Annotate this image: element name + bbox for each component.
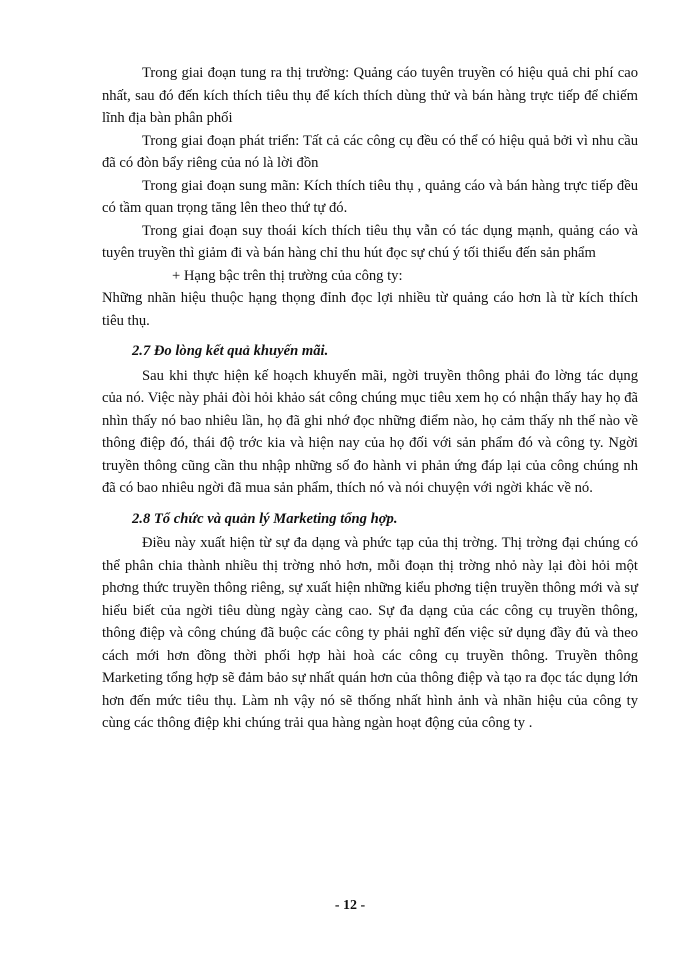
ranking-label: + Hạng bậc trên thị trường của công ty: bbox=[172, 267, 403, 284]
document-page bbox=[102, 62, 638, 735]
section-body-2-8: Điều này xuất hiện từ sự đa dạng và phức tạp của thị trờng. Thị trờng đại chúng có thể phân chia thành nhiều thị trờng nhỏ hơn, mỗi đoạn thị trờng nhỏ này lại đòi hỏi một phơng thức truyền thông riêng, sự xuất hiện những kiểu phơng tiện truyền thông mới và sự hiểu biết của ngời tiêu dùng ngày càng cao. Sự đa dạng của các công cụ truyền thông, thông điệp và công chúng đã buộc các công ty phải nghĩ đến việc sử dụng đầy đủ và theo cách mới hơn đồng thời phối hợp hài hoà các công cụ truyền thông. Truyền thông Marketing tổng hợp sẽ đảm bảo sự nhất quán hơn của thông điệp và tạo ra đọc tác dụng lớn hơn đến mức tiêu thụ. Làm nh vậy nó sẽ thống nhất hình ảnh và nhãn hiệu của công ty cùng các thông điệp khi chúng trải qua hàng ngàn hoạt động của công ty . bbox=[102, 535, 638, 731]
paragraph-launch-stage: Trong giai đoạn tung ra thị trường: Quảng cáo tuyên truyền có hiệu quả chi phí cao nhất, sau đó đến kích thích tiêu thụ để kích thích dùng thử và bán hàng trực tiếp để chiếm lĩnh địa bàn phân phối bbox=[102, 65, 638, 126]
ranking-text: Những nhãn hiệu thuộc hạng thọng đỉnh đọc lợi nhiều từ quảng cáo hơn là từ kích thích tiêu thụ. bbox=[102, 290, 638, 329]
paragraph-decline-stage: Trong giai đoạn suy thoái kích thích tiêu thụ vẫn có tác dụng mạnh, quảng cáo và tuyên truyền thì giảm đi và bán hàng chỉ thu hút đọc sự chú ý tối thiểu đến sản phẩm bbox=[102, 222, 638, 261]
page-number: - 12 - bbox=[334, 898, 366, 913]
paragraph-growth-stage: Trong giai đoạn phát triển: Tất cả các công cụ đều có thể có hiệu quả bởi vì nhu cầu đã có đòn bẩy riêng của nó là lời đồn bbox=[102, 132, 638, 171]
paragraph-maturity-stage: Trong giai đoạn sung mãn: Kích thích tiêu thụ , quảng cáo và bán hàng trực tiếp đều có tầm quan trọng tăng lên theo thứ tự đó. bbox=[102, 177, 638, 216]
section-heading-2-7: 2.7 Đo lòng kết quả khuyến mãi. bbox=[132, 343, 329, 359]
section-body-2-7: Sau khi thực hiện kế hoạch khuyến mãi, ngời truyền thông phải đo lờng tác dụng của nó. Việc này phải đòi hỏi khảo sát công chúng mục tiêu xem họ có nhận thấy hay họ đã nhìn thấy nó bao nhiêu lần, họ đã ghi nhớ đọc những điểm nào, họ cảm thấy nh thế nào về thông điệp đó, thái độ trớc kia và hiện nay của họ đối với sản phẩm đó và công ty. Ngời truyền thông cũng cần thu nhập những số đo hành vi phản ứng đáp lại của công chúng nh đã có bao nhiêu ngời đã mua sản phẩm, thích nó và nói chuyện với ngời khác về nó. bbox=[102, 367, 638, 496]
section-heading-2-8: 2.8 Tổ chức và quản lý Marketing tổng hợp. bbox=[132, 510, 398, 527]
